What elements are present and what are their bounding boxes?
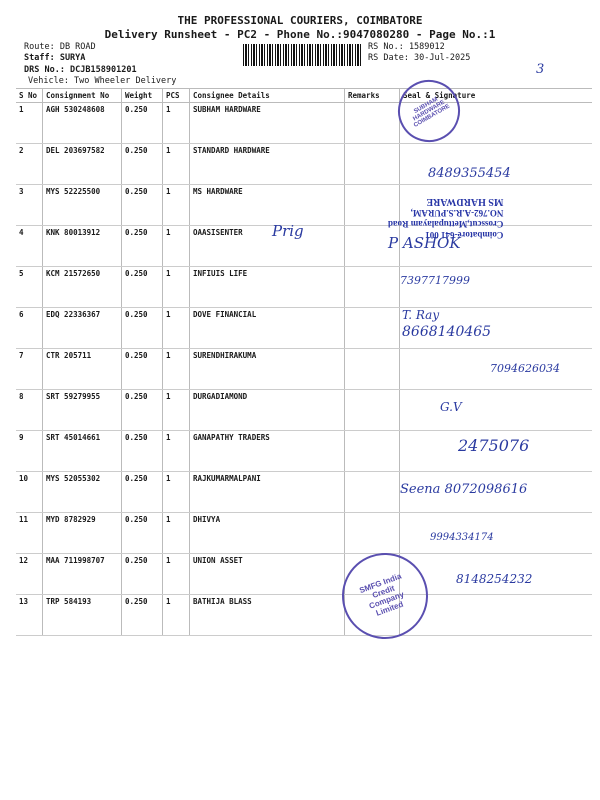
cell-sno: 2: [16, 144, 43, 185]
handwritten-sign: T. Ray: [402, 308, 440, 322]
cell-sno: 6: [16, 308, 43, 349]
cell-pcs: 1: [163, 226, 190, 267]
drs-number: DRS No.: DCJB158901201: [24, 65, 137, 75]
cell-remarks: [345, 349, 400, 390]
cell-pcs: 1: [163, 185, 190, 226]
company-title: THE PROFESSIONAL COURIERS, COIMBATORE: [177, 14, 423, 27]
cell-weight: 0.250: [122, 595, 163, 636]
cell-remarks: [345, 267, 400, 308]
cell-pcs: 1: [163, 513, 190, 554]
table-row: [16, 390, 592, 431]
cell-weight: 0.250: [122, 349, 163, 390]
col-pcs: PCS: [163, 89, 190, 103]
cell-pcs: 1: [163, 267, 190, 308]
cell-consignment-no: SRT 59279955: [43, 390, 122, 431]
cell-consignment-no: SRT 45014661: [43, 431, 122, 472]
col-consignee: Consignee Details: [190, 89, 345, 103]
vehicle: Vehicle: Two Wheeler Delivery: [28, 76, 177, 86]
cell-consignee: SURENDHIRAKUMA: [190, 349, 345, 390]
cell-seal: [400, 513, 593, 554]
cell-sno: 9: [16, 431, 43, 472]
cell-remarks: [345, 472, 400, 513]
cell-consignment-no: KCM 21572650: [43, 267, 122, 308]
table-row: [16, 185, 592, 226]
cell-remarks: [345, 390, 400, 431]
handwritten-sign: P ASHOK: [388, 234, 461, 252]
cell-pcs: 1: [163, 349, 190, 390]
cell-pcs: 1: [163, 595, 190, 636]
cell-weight: 0.250: [122, 390, 163, 431]
cell-sno: 3: [16, 185, 43, 226]
cell-pcs: 1: [163, 431, 190, 472]
cell-consignee: DHIVYA: [190, 513, 345, 554]
cell-sno: 1: [16, 103, 43, 144]
cell-consignment-no: MAA 711998707: [43, 554, 122, 595]
cell-sno: 5: [16, 267, 43, 308]
cell-consignment-no: EDQ 22336367: [43, 308, 122, 349]
cell-consignment-no: DEL 203697582: [43, 144, 122, 185]
cell-consignment-no: MYS 52225500: [43, 185, 122, 226]
cell-weight: 0.250: [122, 431, 163, 472]
cell-remarks: [345, 144, 400, 185]
cell-weight: 0.250: [122, 513, 163, 554]
cell-consignee: DURGADIAMOND: [190, 390, 345, 431]
handwritten-phone: Seena 8072098616: [400, 482, 528, 497]
cell-sno: 10: [16, 472, 43, 513]
table-row: [16, 595, 592, 636]
handwritten-phone: 7397717999: [400, 274, 470, 287]
handwritten-phone: 8489355454: [428, 166, 511, 181]
cell-weight: 0.250: [122, 554, 163, 595]
stamp-line: Coimbatore-641 001: [425, 230, 504, 240]
col-remarks: Remarks: [345, 89, 400, 103]
cell-seal: [400, 595, 593, 636]
cell-pcs: 1: [163, 103, 190, 144]
cell-consignment-no: TRP 584193: [43, 595, 122, 636]
handwritten-sign: G.V: [440, 400, 462, 414]
page-mark: 3: [536, 62, 545, 77]
cell-consignment-no: CTR 205711: [43, 349, 122, 390]
cell-pcs: 1: [163, 390, 190, 431]
cell-consignee: GANAPATHY TRADERS: [190, 431, 345, 472]
cell-consignee: SUBHAM HARDWARE: [190, 103, 345, 144]
table-row: [16, 267, 592, 308]
table-row: [16, 226, 592, 267]
stamp-line: MS HARDWARE: [426, 196, 504, 207]
cell-weight: 0.250: [122, 472, 163, 513]
handwritten-phone: 2475076: [458, 436, 530, 455]
cell-consignment-no: AGH 530248608: [43, 103, 122, 144]
cell-sno: 12: [16, 554, 43, 595]
table-row: [16, 513, 592, 554]
cell-sno: 8: [16, 390, 43, 431]
cell-weight: 0.250: [122, 308, 163, 349]
table-row: [16, 103, 592, 144]
cell-sno: 13: [16, 595, 43, 636]
cell-weight: 0.250: [122, 226, 163, 267]
cell-seal: [400, 267, 593, 308]
cell-seal: [400, 390, 593, 431]
rs-number: RS No.: 1589012: [368, 42, 445, 52]
cell-weight: 0.250: [122, 267, 163, 308]
cell-weight: 0.250: [122, 103, 163, 144]
cell-pcs: 1: [163, 472, 190, 513]
cell-remarks: [345, 431, 400, 472]
cell-sno: 4: [16, 226, 43, 267]
cell-consignee: STANDARD HARDWARE: [190, 144, 345, 185]
table-header: [16, 89, 592, 103]
cell-sno: 11: [16, 513, 43, 554]
cell-pcs: 1: [163, 308, 190, 349]
cell-consignee: INFIUIS LIFE: [190, 267, 345, 308]
cell-consignment-no: MYS 52055302: [43, 472, 122, 513]
cell-weight: 0.250: [122, 144, 163, 185]
col-sno: S No: [16, 89, 43, 103]
cell-consignee: MS HARDWARE: [190, 185, 345, 226]
rs-date: RS Date: 30-Jul-2025: [368, 53, 471, 63]
handwritten-sign: Prig: [272, 222, 304, 240]
stamp-line: NO.762-A.R.S.PURAM,: [410, 208, 504, 218]
handwritten-phone: 7094626034: [490, 362, 560, 375]
cell-pcs: 1: [163, 554, 190, 595]
cell-consignee: DOVE FINANCIAL: [190, 308, 345, 349]
col-consignment: Consignment No: [43, 89, 122, 103]
cell-consignment-no: MYD 8782929: [43, 513, 122, 554]
col-weight: Weight: [122, 89, 163, 103]
handwritten-phone: 9994334174: [430, 532, 494, 543]
cell-consignee: RAJKUMARMALPANI: [190, 472, 345, 513]
cell-consignment-no: KNK 80013912: [43, 226, 122, 267]
route: Route: DB ROAD: [24, 42, 96, 52]
cell-consignee: UNION ASSET: [190, 554, 345, 595]
handwritten-phone: 8668140465: [402, 324, 492, 340]
staff: Staff: SURYA: [24, 53, 86, 63]
cell-consignee: BATHIJA BLASS: [190, 595, 345, 636]
cell-consignee: OAASISENTER: [190, 226, 345, 267]
runsheet-subtitle: Delivery Runsheet - PC2 - Phone No.:9047080280 - Page No.:1: [104, 28, 496, 41]
barcode: [243, 44, 363, 66]
col-seal: Seal & Signature: [400, 89, 593, 103]
cell-remarks: [345, 103, 400, 144]
stamp-line: Crosscut,Mettupalayam Road: [388, 219, 504, 229]
cell-remarks: [345, 308, 400, 349]
subham-stamp: SUBHAM HARDWARE COIMBATORE: [387, 69, 472, 154]
cell-pcs: 1: [163, 144, 190, 185]
table-row: [16, 308, 592, 349]
cell-weight: 0.250: [122, 185, 163, 226]
smfg-stamp: SMFG India Credit Company Limited: [330, 541, 440, 651]
handwritten-phone: 8148254232: [456, 572, 533, 586]
cell-remarks: [345, 513, 400, 554]
cell-sno: 7: [16, 349, 43, 390]
